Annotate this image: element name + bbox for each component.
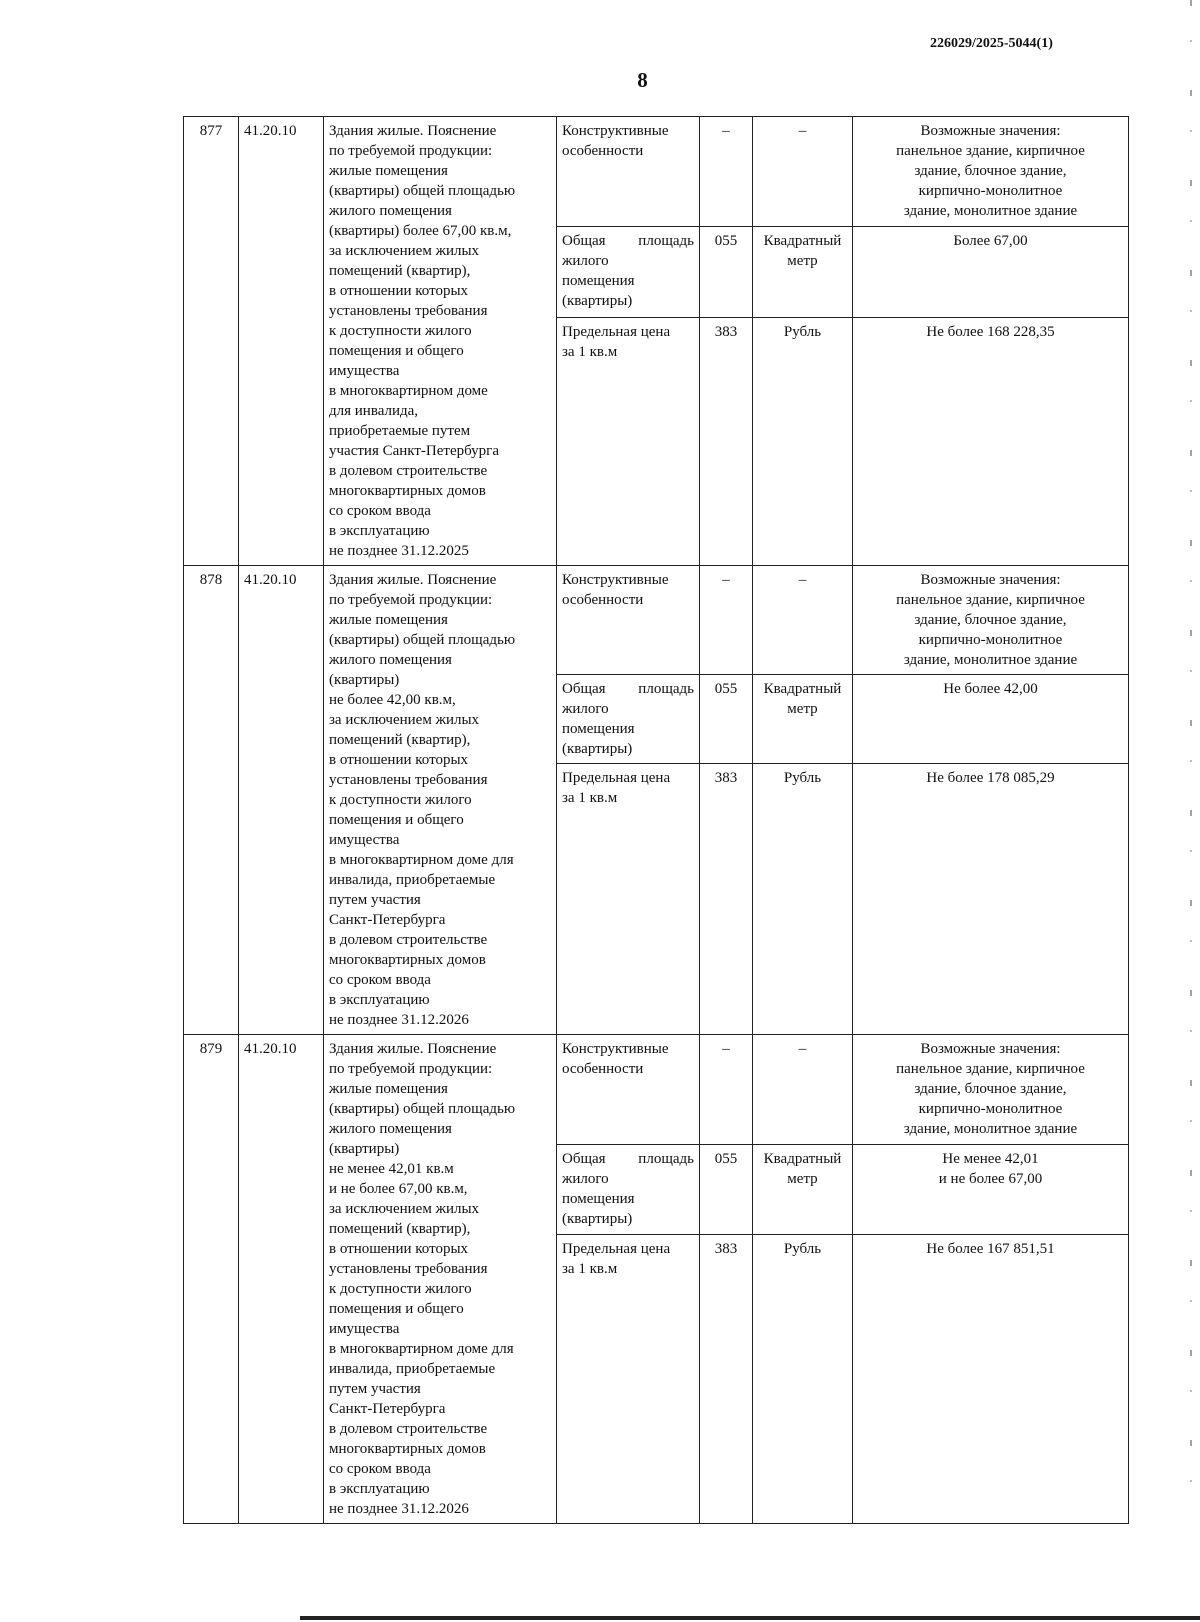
characteristic-name-text: Конструктивные особенности <box>562 572 669 608</box>
characteristic-value: Возможные значения: панельное здание, кирпичное здание, блочное здание, кирпично-монолитное здание, монолитное здание <box>853 1035 1129 1145</box>
characteristic-name-text: Конструктивные особенности <box>562 123 669 159</box>
characteristic-name-text: жилого помещения (квартиры) <box>562 1171 635 1228</box>
unit-name: Рубль <box>753 317 853 565</box>
characteristic-value: Не более 167 851,51 <box>853 1235 1129 1524</box>
unit-name: – <box>753 1035 853 1145</box>
characteristic-name <box>557 1035 700 1145</box>
characteristic-name <box>557 317 700 565</box>
characteristic-name-first-line: Общая площадь <box>562 1151 694 1168</box>
unit-name: Квадратный метр <box>753 1145 853 1235</box>
characteristic-name-text: Предельная цена за 1 кв.м <box>562 1241 671 1278</box>
item-number: 879 <box>184 1035 239 1524</box>
okei-code: 383 <box>700 1235 753 1524</box>
okpd-code: 41.20.10 <box>239 566 324 1035</box>
unit-name: Квадратный метр <box>753 675 853 764</box>
okei-code: 383 <box>700 317 753 565</box>
okpd-code: 41.20.10 <box>239 117 324 566</box>
characteristic-value: Не более 42,00 <box>853 675 1129 764</box>
characteristic-name-first-line: Общая площадь <box>562 233 694 250</box>
okei-code: 055 <box>700 227 753 317</box>
characteristic-name-text: Предельная цена за 1 кв.м <box>562 323 671 360</box>
table-row <box>184 1035 1129 1145</box>
characteristic-value: Не менее 42,01 и не более 67,00 <box>853 1145 1129 1235</box>
characteristic-name <box>557 1145 700 1235</box>
okei-code: 383 <box>700 764 753 1035</box>
unit-name: Квадратный метр <box>753 227 853 317</box>
characteristic-name <box>557 764 700 1035</box>
characteristic-name <box>557 227 700 317</box>
characteristic-value: Более 67,00 <box>853 227 1129 317</box>
product-description: Здания жилые. Пояснение по требуемой продукции: жилые помещения (квартиры) общей площадью жилого помещения (квартиры) не более 42,00 кв.м, за исключением жилых помещений (квартир), в отношении которых установлены требования к доступности жилого помещения и общего имущества в многоквартирном доме для инвалида, приобретаемые путем участия Санкт-Петербурга в долевом строительстве многоквартирных домов со сроком ввода в эксплуатацию не позднее 31.12.2026 <box>324 566 557 1035</box>
okei-code: – <box>700 566 753 675</box>
scan-bottom-edge <box>300 1616 1200 1620</box>
characteristic-name-text: жилого помещения (квартиры) <box>562 701 635 758</box>
document-registration-number: 226029/2025-5044(1) <box>930 36 1053 51</box>
page-number: 8 <box>637 68 648 92</box>
item-number: 877 <box>184 117 239 566</box>
table-row <box>184 566 1129 675</box>
characteristic-name <box>557 1235 700 1524</box>
table-row <box>184 117 1129 227</box>
characteristic-name <box>557 566 700 675</box>
characteristic-value: Не более 178 085,29 <box>853 764 1129 1035</box>
unit-name: Рубль <box>753 764 853 1035</box>
okpd-code: 41.20.10 <box>239 1035 324 1524</box>
characteristic-name <box>557 117 700 227</box>
okei-code: – <box>700 1035 753 1145</box>
unit-name: Рубль <box>753 1235 853 1524</box>
table-body <box>184 117 1129 1524</box>
scan-edge-artifact <box>1190 0 1192 1520</box>
item-number: 878 <box>184 566 239 1035</box>
characteristic-name-text: Предельная цена за 1 кв.м <box>562 770 671 807</box>
characteristic-value: Не более 168 228,35 <box>853 317 1129 565</box>
product-description: Здания жилые. Пояснение по требуемой продукции: жилые помещения (квартиры) общей площадью жилого помещения (квартиры) более 67,00 кв.м, за исключением жилых помещений (квартир), в отношении которых установлены требования к доступности жилого помещения и общего имущества в многоквартирном доме для инвалида, приобретаемые путем участия Санкт-Петербурга в долевом строительстве многоквартирных домов со сроком ввода в эксплуатацию не позднее 31.12.2025 <box>324 117 557 566</box>
specification-table <box>183 116 1129 1524</box>
okei-code: – <box>700 117 753 227</box>
characteristic-value: Возможные значения: панельное здание, кирпичное здание, блочное здание, кирпично-монолитное здание, монолитное здание <box>853 566 1129 675</box>
product-description: Здания жилые. Пояснение по требуемой продукции: жилые помещения (квартиры) общей площадью жилого помещения (квартиры) не менее 42,01 кв.м и не более 67,00 кв.м, за исключением жилых помещений (квартир), в отношении которых установлены требования к доступности жилого помещения и общего имущества в многоквартирном доме для инвалида, приобретаемые путем участия Санкт-Петербурга в долевом строительстве многоквартирных домов со сроком ввода в эксплуатацию не позднее 31.12.2026 <box>324 1035 557 1524</box>
characteristic-name <box>557 675 700 764</box>
unit-name: – <box>753 117 853 227</box>
characteristic-name-text: жилого помещения (квартиры) <box>562 253 635 310</box>
okei-code: 055 <box>700 675 753 764</box>
characteristic-name-text: Конструктивные особенности <box>562 1041 669 1077</box>
characteristic-name-first-line: Общая площадь <box>562 681 694 698</box>
unit-name: – <box>753 566 853 675</box>
okei-code: 055 <box>700 1145 753 1235</box>
characteristic-value: Возможные значения: панельное здание, кирпичное здание, блочное здание, кирпично-монолитное здание, монолитное здание <box>853 117 1129 227</box>
